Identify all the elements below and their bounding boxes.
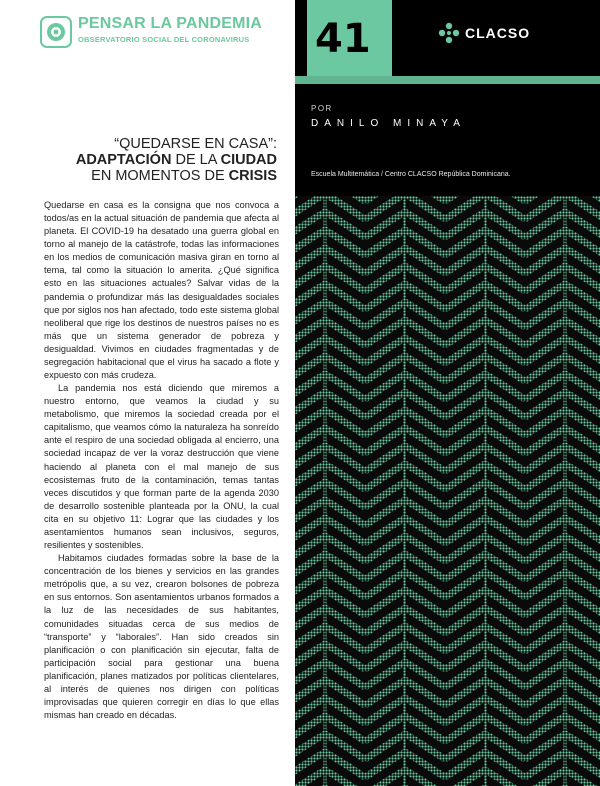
series-title: PENSAR LA PANDEMIA <box>78 15 263 32</box>
title-line-1: “QUEDARSE EN CASA”: <box>114 136 277 152</box>
byline-prefix: POR <box>311 104 333 113</box>
title-line-3-lead: EN MOMENTOS DE <box>91 168 229 184</box>
paragraph-3: Habitamos ciudades formadas sobre la base de la concentración de los bienes y servicios en las grandes metrópolis que, a su vez, crearon bolsones de pobreza en sus entornos. Son asentamientos urbanos formados a la luz de las necesidades de sus habitantes, comunidades situadas cerca de sus medios de “transporte” y “laborales”. Han sido creados sin planificación o con planificación sin ejecutar, falta de participación social para gestionar una buena planificación, planes matizados por políticas clientelares, al interés de quienes nos dirigen con políticas improvisadas que quieren corregir en días lo que ellas mismas han creado en décadas. <box>44 553 279 721</box>
title-word-ciudad: CIUDAD <box>220 152 277 168</box>
leaf-pattern-illustration <box>295 196 600 786</box>
series-brand <box>40 14 290 50</box>
accent-band <box>295 76 600 84</box>
paragraph-2: La pandemia nos está diciendo que miremos a nuestro entorno, que veamos la ciudad y su metabolismo, que miremos la sociedad creada por el capitalismo, que veamos cómo la naturaleza ha sonreído ante el respiro de una sociedad obligada al encierro, una sociedad incapaz de ver la voraz destrucción que viene haciendo al planeta con el mal manejo de sus ecosistemas fruto de la contaminación, temas tantas veces discutidos y que forman parte de la agenda 2030 de desarrollo sostenible planteada por la ONU, la cual cita en su objetivo 11: Lograr que las ciudades y los asentamientos humanos sean inclusivos, seguros, resilientes y sostenibles. <box>44 383 279 551</box>
title-connector: DE LA <box>171 152 221 168</box>
left-column <box>0 0 295 786</box>
series-subtitle: OBSERVATORIO SOCIAL DEL CORONAVIRUS <box>78 35 250 44</box>
clacso-mark-icon <box>438 22 460 44</box>
right-column <box>295 0 600 786</box>
issue-number: 41 <box>315 16 371 62</box>
clacso-wordmark: CLACSO <box>465 25 531 41</box>
paragraph-1: Quedarse en casa es la consigna que nos convoca a todos/as en la actual situación de pandemia que afecta al planeta. El COVID-19 ha desatado una guerra global en torno al manejo de la catástrofe, todas las informaciones en los medios de comunicación masiva giran en torno al tema, tal como la situación lo amerita. ¿Qué significa esto en las situaciones actuales? Salvar vidas de la pandemia o profundizar más las desigualdades sociales que por siglos nos han afectado, todo este sistema global neoliberal que rige los destinos de nuestros países no es más que un sistema generador de pobreza y desigualdad. Vivimos en ciudades fragmentadas y de segregación habitacional que el virus ha sacado a flote y expuesto con más crudeza. <box>44 200 279 381</box>
title-line-2 <box>17 152 277 168</box>
article-title <box>17 136 277 184</box>
author-name: DANILO MINAYA <box>311 118 466 129</box>
title-word-crisis: CRISIS <box>228 168 277 184</box>
title-word-adaptacion: ADAPTACIÓN <box>75 152 172 168</box>
issue-number-box <box>307 0 392 76</box>
globe-logo-icon <box>40 16 72 48</box>
author-affiliation: Escuela Multitemática / Centro CLACSO República Dominicana. <box>311 171 511 178</box>
title-line-3 <box>17 168 277 184</box>
article-body <box>44 199 279 722</box>
